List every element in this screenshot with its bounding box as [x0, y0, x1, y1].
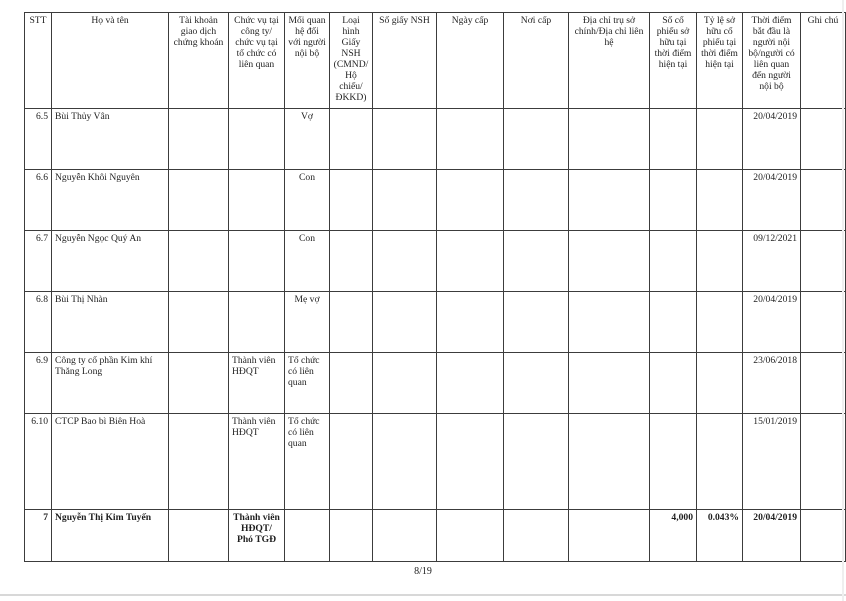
cell-trading-account — [169, 510, 229, 562]
header-name: Họ và tên — [52, 13, 169, 109]
cell-address — [569, 510, 650, 562]
cell-shares: 4,000 — [650, 510, 697, 562]
cell-trading-account — [169, 231, 229, 292]
cell-id-type — [330, 231, 373, 292]
cell-start-date: 20/04/2019 — [743, 292, 801, 353]
cell-start-date: 20/04/2019 — [743, 510, 801, 562]
cell-shares — [650, 353, 697, 414]
cell-id-type — [330, 353, 373, 414]
table-body — [25, 109, 846, 562]
table-row — [25, 414, 846, 510]
cell-shares — [650, 231, 697, 292]
cell-issue-date — [437, 109, 504, 170]
cell-notes — [801, 109, 846, 170]
cell-relation: Con — [285, 170, 330, 231]
cell-notes — [801, 231, 846, 292]
cell-issue-place — [504, 231, 569, 292]
header-row — [25, 13, 846, 109]
cell-id-type — [330, 414, 373, 510]
table-row — [25, 292, 846, 353]
cell-shares — [650, 292, 697, 353]
cell-ratio — [697, 231, 743, 292]
page-number: 8/19 — [414, 566, 432, 577]
cell-notes — [801, 510, 846, 562]
cell-position: Thành viên HĐQT/ Phó TGĐ — [229, 510, 285, 562]
cell-id-type — [330, 109, 373, 170]
header-start-date: Thời điểm bắt đầu là người nội bộ/người có liên quan đến người nội bộ — [743, 13, 801, 109]
cell-start-date: 09/12/2021 — [743, 231, 801, 292]
cell-issue-place — [504, 510, 569, 562]
cell-relation: Vợ — [285, 109, 330, 170]
cell-shares — [650, 414, 697, 510]
cell-issue-place — [504, 292, 569, 353]
table-row — [25, 510, 846, 562]
cell-stt: 6.9 — [25, 353, 52, 414]
cell-relation — [285, 510, 330, 562]
cell-address — [569, 109, 650, 170]
cell-start-date: 20/04/2019 — [743, 109, 801, 170]
cell-address — [569, 231, 650, 292]
scan-edge-mark — [842, 0, 844, 601]
header-ratio: Tỷ lệ sở hữu cổ phiếu tại thời điểm hiện tại — [697, 13, 743, 109]
cell-stt: 6.5 — [25, 109, 52, 170]
cell-ratio — [697, 109, 743, 170]
cell-start-date: 15/01/2019 — [743, 414, 801, 510]
cell-ratio: 0.043% — [697, 510, 743, 562]
cell-position — [229, 292, 285, 353]
cell-position — [229, 170, 285, 231]
header-issue-place: Nơi cấp — [504, 13, 569, 109]
cell-stt: 6.10 — [25, 414, 52, 510]
cell-start-date: 20/04/2019 — [743, 170, 801, 231]
cell-id-number — [373, 170, 437, 231]
cell-relation: Tổ chức có liên quan — [285, 353, 330, 414]
cell-issue-place — [504, 109, 569, 170]
cell-relation: Mẹ vợ — [285, 292, 330, 353]
header-trading-account: Tài khoản giao dịch chứng khoán — [169, 13, 229, 109]
header-address: Địa chỉ trụ sở chính/Địa chỉ liên hệ — [569, 13, 650, 109]
cell-issue-place — [504, 353, 569, 414]
cell-stt: 6.8 — [25, 292, 52, 353]
table-row — [25, 231, 846, 292]
header-id-type: Loại hình Giấy NSH (CMND/ Hộ chiếu/ ĐKKD) — [330, 13, 373, 109]
cell-name: Nguyễn Ngọc Quý An — [52, 231, 169, 292]
cell-name: Nguyễn Thị Kim Tuyến — [52, 510, 169, 562]
header-issue-date: Ngày cấp — [437, 13, 504, 109]
cell-shares — [650, 109, 697, 170]
cell-shares — [650, 170, 697, 231]
cell-position — [229, 109, 285, 170]
cell-stt: 6.6 — [25, 170, 52, 231]
header-id-number: Số giấy NSH — [373, 13, 437, 109]
cell-id-number — [373, 353, 437, 414]
cell-issue-date — [437, 510, 504, 562]
header-stt: STT — [25, 13, 52, 109]
cell-trading-account — [169, 292, 229, 353]
cell-issue-date — [437, 170, 504, 231]
cell-address — [569, 170, 650, 231]
cell-trading-account — [169, 414, 229, 510]
scan-edge-line — [0, 594, 846, 596]
cell-stt: 7 — [25, 510, 52, 562]
cell-notes — [801, 414, 846, 510]
cell-id-number — [373, 292, 437, 353]
cell-ratio — [697, 353, 743, 414]
table-row — [25, 170, 846, 231]
cell-issue-place — [504, 414, 569, 510]
cell-name: CTCP Bao bì Biên Hoà — [52, 414, 169, 510]
cell-ratio — [697, 414, 743, 510]
cell-issue-date — [437, 231, 504, 292]
cell-issue-date — [437, 353, 504, 414]
cell-relation: Tổ chức có liên quan — [285, 414, 330, 510]
cell-id-type — [330, 292, 373, 353]
cell-name: Nguyễn Khôi Nguyên — [52, 170, 169, 231]
insider-table — [24, 12, 846, 562]
cell-trading-account — [169, 353, 229, 414]
cell-address — [569, 292, 650, 353]
cell-id-type — [330, 170, 373, 231]
table-row — [25, 353, 846, 414]
cell-notes — [801, 353, 846, 414]
cell-notes — [801, 170, 846, 231]
cell-start-date: 23/06/2018 — [743, 353, 801, 414]
cell-trading-account — [169, 170, 229, 231]
cell-position — [229, 231, 285, 292]
cell-id-number — [373, 510, 437, 562]
cell-id-number — [373, 231, 437, 292]
cell-name: Công ty cổ phần Kim khí Thăng Long — [52, 353, 169, 414]
cell-trading-account — [169, 109, 229, 170]
cell-position: Thành viên HĐQT — [229, 353, 285, 414]
table-row — [25, 109, 846, 170]
cell-id-type — [330, 510, 373, 562]
cell-address — [569, 414, 650, 510]
cell-position: Thành viên HĐQT — [229, 414, 285, 510]
header-notes: Ghi chú — [801, 13, 846, 109]
cell-name: Bùi Thủy Vân — [52, 109, 169, 170]
cell-ratio — [697, 292, 743, 353]
cell-ratio — [697, 170, 743, 231]
header-position: Chức vụ tại công ty/ chức vụ tại tổ chức có liên quan — [229, 13, 285, 109]
cell-issue-place — [504, 170, 569, 231]
header-shares: Số cổ phiếu sở hữu tại thời điểm hiện tại — [650, 13, 697, 109]
cell-issue-date — [437, 414, 504, 510]
cell-stt: 6.7 — [25, 231, 52, 292]
cell-id-number — [373, 414, 437, 510]
header-relation: Mối quan hệ đối với người nội bộ — [285, 13, 330, 109]
cell-name: Bùi Thị Nhàn — [52, 292, 169, 353]
cell-relation: Con — [285, 231, 330, 292]
cell-notes — [801, 292, 846, 353]
cell-issue-date — [437, 292, 504, 353]
cell-id-number — [373, 109, 437, 170]
cell-address — [569, 353, 650, 414]
